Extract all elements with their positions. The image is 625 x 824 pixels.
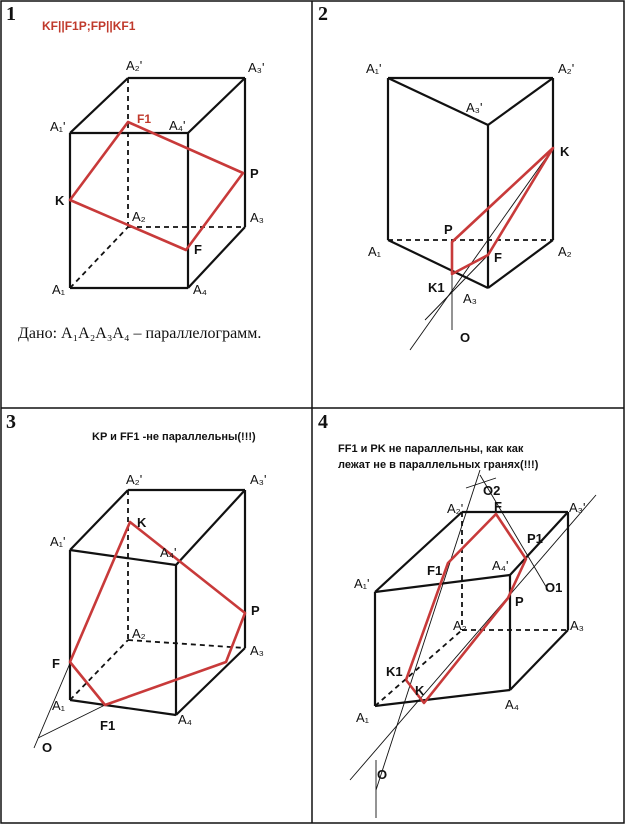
panel-4 <box>318 411 596 818</box>
prism-1 <box>70 78 245 288</box>
label-F-4: F <box>494 499 502 514</box>
label-F1: F1 <box>137 112 152 126</box>
label-A2: A₂ <box>132 209 146 224</box>
label-A4-3: A₄ <box>178 712 192 727</box>
panel-3-number: 3 <box>6 411 16 433</box>
label-K-3: K <box>137 515 147 530</box>
label-A1p-2: A₁' <box>366 61 382 76</box>
label-A1p-4: A₁' <box>354 576 370 591</box>
label-A4-4: A₄ <box>505 697 519 712</box>
label-O-4: O <box>377 767 388 782</box>
label-A2p-2: A₂' <box>558 61 575 76</box>
label-F-3: F <box>52 656 60 671</box>
label-A1-4: A₁ <box>356 710 370 725</box>
label-P-4: P <box>515 594 524 609</box>
label-O2-4: O2 <box>483 483 501 498</box>
panel-1 <box>6 3 264 342</box>
label-A2p-4: A₂' <box>447 501 464 516</box>
prism-2 <box>388 78 553 350</box>
label-A4p-3: A₄' <box>160 545 177 560</box>
label-A4p: A₄' <box>169 118 186 133</box>
panel-frame <box>1 1 624 823</box>
label-F1-3: F1 <box>100 718 116 733</box>
label-P1-4: P1 <box>527 531 543 546</box>
section-1 <box>70 122 243 250</box>
label-A3p-3: A₃' <box>250 472 267 487</box>
section-4 <box>406 514 526 703</box>
label-A4p-4: A₄' <box>492 558 509 573</box>
label-A3p-2: A₃' <box>466 100 483 115</box>
label-F: F <box>194 242 202 257</box>
label-A1p: A₁' <box>50 119 66 134</box>
panel-1-note: KF||F1P;FP||KF1 <box>42 19 136 33</box>
label-A1-3: A₁ <box>52 698 66 713</box>
label-A3: A₃ <box>250 210 264 225</box>
label-A2p: A₂' <box>126 58 143 73</box>
panel-4-note-line1: FF1 и PK не параллельны, как как <box>338 443 524 455</box>
label-A3p-4: A₃' <box>569 500 586 515</box>
label-A2-4: A₂ <box>453 618 467 633</box>
panel-2-number: 2 <box>318 3 328 25</box>
label-A3-4: A₃ <box>570 618 584 633</box>
panel-3-note: KP и FF1 -не параллельны(!!!) <box>92 431 256 443</box>
label-K: K <box>55 193 65 208</box>
label-K-2: K <box>560 144 570 159</box>
label-A1p-3: A₁' <box>50 534 66 549</box>
label-K-4: K <box>415 683 425 698</box>
given-text: Дано: A₁A₂A₃A₄ – параллелограмм. <box>18 325 262 342</box>
label-P-2: P <box>444 222 453 237</box>
panel-2 <box>318 3 574 350</box>
label-O-2: O <box>460 330 471 345</box>
label-K1-4: K1 <box>386 664 403 679</box>
label-A3-3: A₃ <box>250 643 264 658</box>
prism-4 <box>350 470 596 818</box>
label-F1-4: F1 <box>427 563 443 578</box>
panel-4-note-line2: лежат не в параллельных гранях(!!!) <box>338 459 539 471</box>
panel-4-number: 4 <box>318 411 328 433</box>
panel-1-number: 1 <box>6 3 16 25</box>
label-A2-3: A₂ <box>132 626 146 641</box>
label-O1-4: O1 <box>545 580 563 595</box>
label-A3-2: A₃ <box>463 291 477 306</box>
label-A3p: A₃' <box>248 60 265 75</box>
label-P: P <box>250 166 259 181</box>
label-A2-2: A₂ <box>558 244 572 259</box>
label-A2p-3: A₂' <box>126 472 143 487</box>
label-A1-2: A₁ <box>368 244 382 259</box>
label-P-3: P <box>251 603 260 618</box>
label-O-3: O <box>42 740 53 755</box>
label-A1: A₁ <box>52 282 66 297</box>
panel-3 <box>6 411 266 755</box>
label-F-2: F <box>494 250 502 265</box>
label-K1-2: K1 <box>428 280 445 295</box>
section-3 <box>70 522 245 705</box>
label-A4: A₄ <box>193 282 207 297</box>
section-2 <box>452 148 553 274</box>
